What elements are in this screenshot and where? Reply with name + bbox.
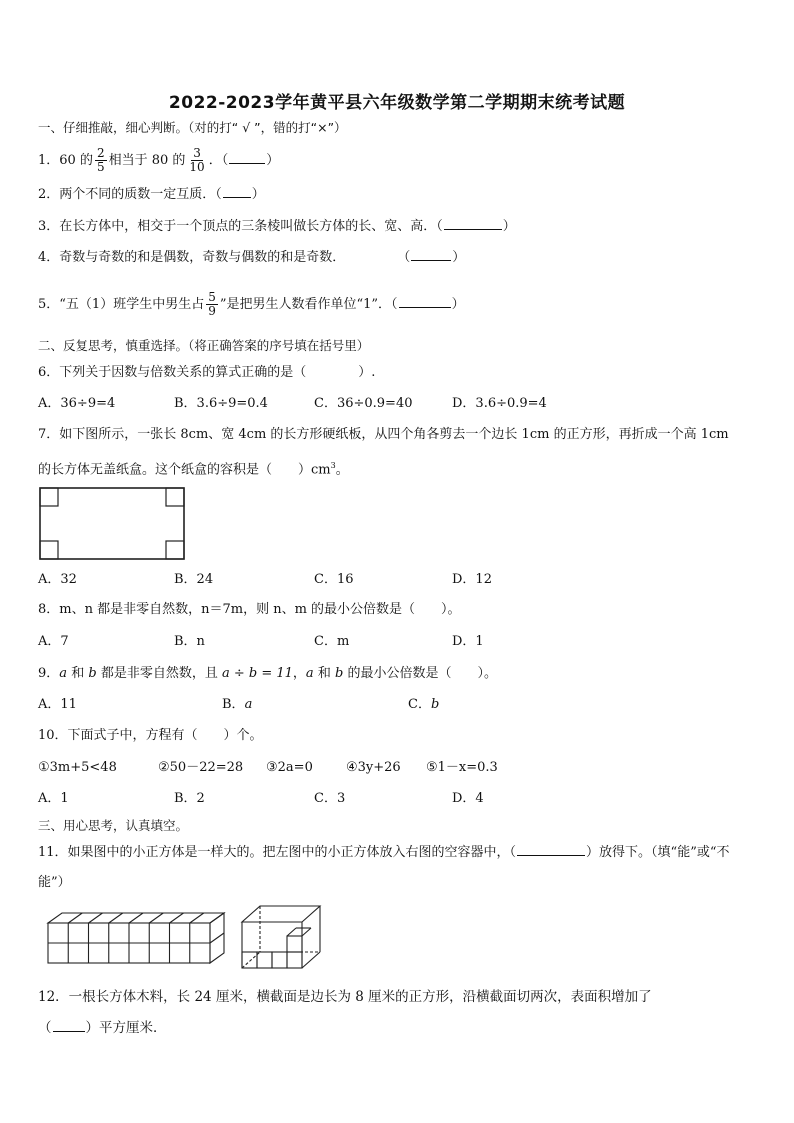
- fraction-5-9: $\frac{5}{9}$: [208, 290, 216, 318]
- question-7-line-1: 7．如下图所示，一张长 8cm、宽 4cm 的长方形硬纸板，从四个角各剪去一个边长 1cm 的正方形，再折成一个高 1cm: [38, 427, 729, 442]
- question-11-line-1: 11．如果图中的小正方体是一样大的。把左图中的小正方体放入右图的空容器中，（ ）放得下。（填“能”或“不: [38, 845, 730, 860]
- corner-square-bl: [40, 541, 58, 559]
- answer-blank-4[interactable]: [411, 248, 451, 261]
- fraction-2-5: $\frac{2}{5}$: [96, 146, 105, 174]
- question-3: 3．在长方体中，相交于一个顶点的三条棱叫做长方体的长、宽、高．（ ）: [38, 219, 516, 234]
- question-5: 5．“五（1）班学生中男生占 $\frac{5}{9}$ ”是把男生人数看作单位“1”．（ ）: [38, 290, 465, 318]
- page-title: 2022-2023学年黄平县六年级数学第二学期期末统考试题: [168, 93, 626, 113]
- q10-item-4: ④3y+26: [346, 760, 401, 775]
- q8-option-b[interactable]: B．n: [174, 634, 205, 649]
- question-11-line-2: 能”）: [38, 875, 71, 890]
- q6-option-a[interactable]: A．36÷9=4: [38, 396, 116, 411]
- q9-option-a[interactable]: A．11: [38, 697, 77, 712]
- q10-item-1: ①3m+5<48: [38, 760, 117, 775]
- question-4: 4．奇数与奇数的和是偶数，奇数与偶数的和是奇数． （ ）: [38, 250, 466, 265]
- q6-option-c[interactable]: C．36÷0.9=40: [314, 396, 413, 411]
- q10-item-3: ③2a=0: [266, 760, 313, 775]
- corner-square-tr: [166, 488, 184, 506]
- question-12-line-1: 12．一根长方体木料，长 24 厘米，横截面是边长为 8 厘米的正方形，沿横截面切两次，表面积增加了: [38, 989, 652, 1005]
- q7-option-a[interactable]: A．32: [38, 572, 77, 587]
- question-1: 1．60 的 $\frac{2}{5}$ 相当于 80 的 $\frac{3}{10}$ ．（ ）: [38, 146, 280, 174]
- container-figure: [236, 900, 328, 972]
- q7-option-b[interactable]: B．24: [174, 572, 214, 587]
- q10-item-2: ②50－22=28: [158, 760, 244, 775]
- section-3-heading: 三、用心思考，认真填空。: [38, 818, 189, 833]
- q10-option-b[interactable]: B．2: [174, 791, 205, 806]
- question-10: 10．下面式子中，方程有（ ）个。: [38, 728, 263, 743]
- q10-item-5: ⑤1－x=0.3: [426, 760, 498, 775]
- corner-square-tl: [40, 488, 58, 506]
- question-8: 8．m、n 都是非零自然数，n＝7m，则 n、m 的最小公倍数是（ ）。: [38, 602, 461, 617]
- q8-option-c[interactable]: C．m: [314, 634, 350, 649]
- q7-option-d[interactable]: D．12: [452, 572, 492, 587]
- section-2-heading: 二、反复思考，慎重选择。（将正确答案的序号填在括号里）: [38, 338, 370, 353]
- q6-option-d[interactable]: D．3.6÷0.9=4: [452, 396, 547, 411]
- answer-blank-1[interactable]: [229, 151, 265, 164]
- question-7-line-2: 的长方体无盖纸盒。这个纸盒的容积是（ ）$cm^3$。: [38, 461, 349, 478]
- answer-blank-2[interactable]: [223, 185, 251, 198]
- q10-option-c[interactable]: C．3: [314, 791, 346, 806]
- cube-row-figure: [44, 909, 230, 971]
- q6-option-b[interactable]: B．3.6÷9=0.4: [174, 396, 268, 411]
- question-2: 2．两个不同的质数一定互质．（ ）: [38, 187, 265, 202]
- question-9: 9．a 和 b 都是非零自然数，且 a ÷ b = 11，a 和 b 的最小公倍数是（ ）。: [38, 666, 497, 681]
- q10-option-d[interactable]: D．4: [452, 791, 484, 806]
- answer-blank-12[interactable]: [53, 1019, 85, 1032]
- question-12-line-2: （ ）平方厘米．: [38, 1020, 167, 1036]
- fraction-3-10: $\frac{3}{10}$: [189, 146, 205, 174]
- corner-square-br: [166, 541, 184, 559]
- cardboard-rect: [40, 488, 184, 559]
- section-1-heading: 一、仔细推敲，细心判断。（对的打“ √ ”，错的打“×”）: [38, 120, 347, 135]
- question-6: 6．下列关于因数与倍数关系的算式正确的是（ ）.: [38, 365, 376, 380]
- q8-option-a[interactable]: A．7: [38, 634, 69, 649]
- answer-blank-5[interactable]: [399, 295, 451, 308]
- q9-option-c[interactable]: C．b: [408, 697, 440, 712]
- answer-blank-11[interactable]: [517, 843, 585, 856]
- q10-option-a[interactable]: A．1: [38, 791, 69, 806]
- answer-blank-3[interactable]: [444, 217, 502, 230]
- q7-option-c[interactable]: C．16: [314, 572, 354, 587]
- q8-option-d[interactable]: D．1: [452, 634, 484, 649]
- cardboard-figure: [38, 486, 188, 562]
- q9-option-b[interactable]: B．a: [222, 697, 253, 712]
